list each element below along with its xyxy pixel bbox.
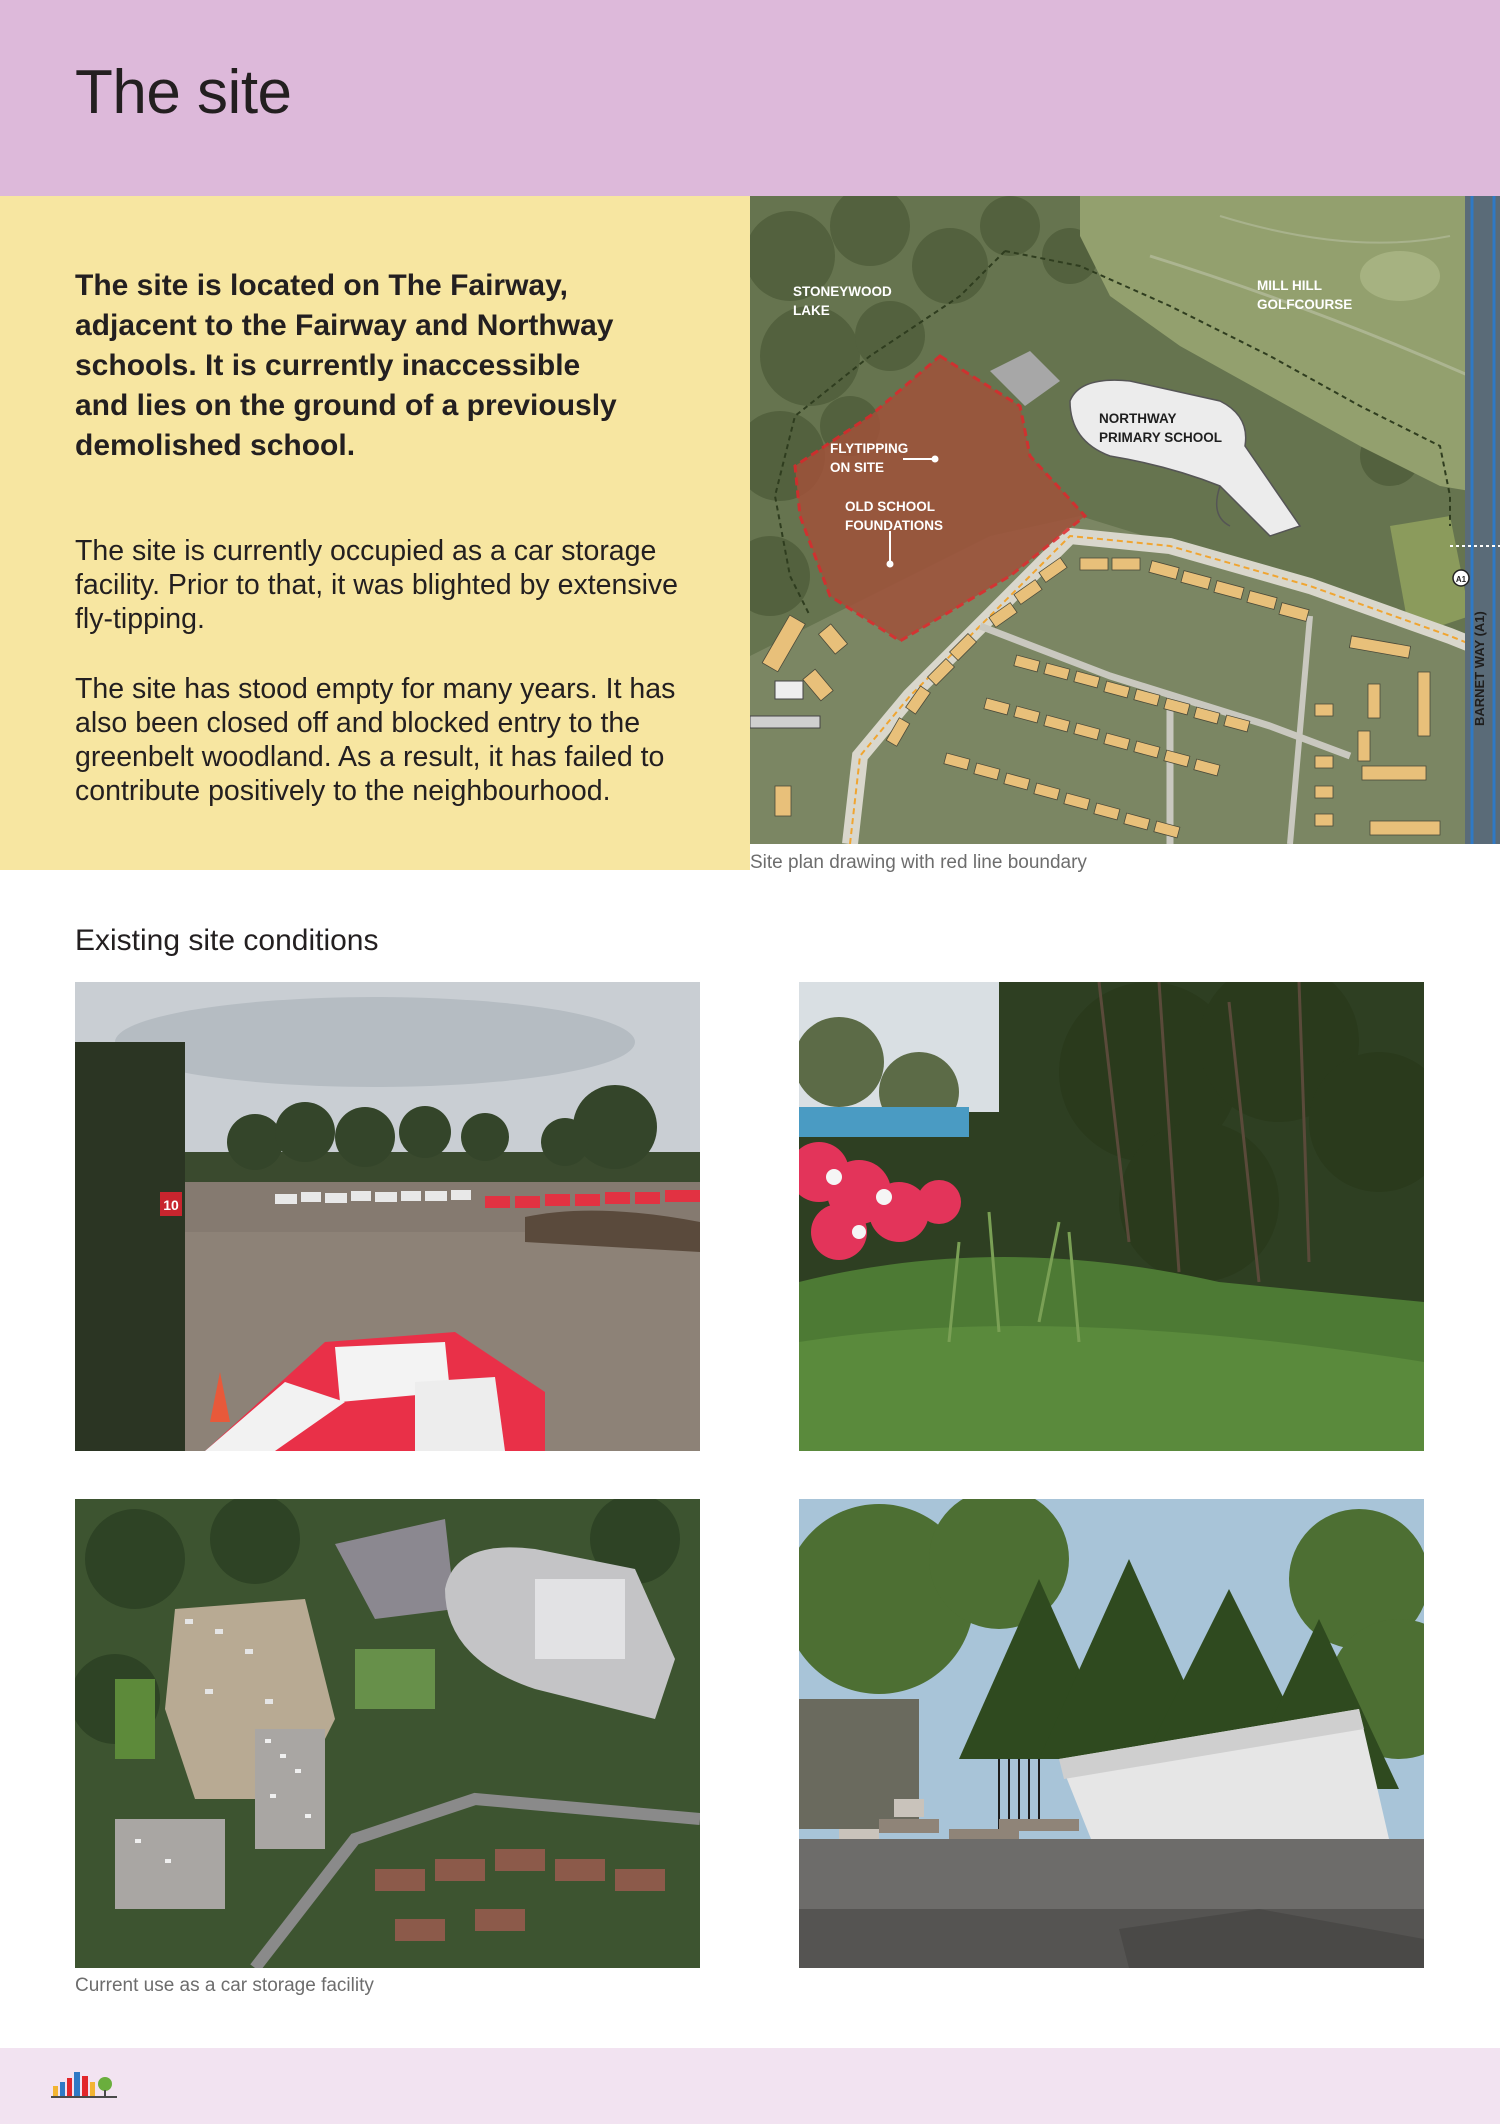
page-footer — [0, 2048, 1500, 2124]
map-label-flytipping-1: FLYTIPPING — [830, 441, 909, 456]
photo-caption: Current use as a car storage facility — [75, 1975, 374, 1996]
intro-paragraph-2: The site has stood empty for many years. It has also been closed off and blocked entry to the greenbelt woodland. As a result, it has failed to contribute positively to the neighbourhood. — [75, 673, 676, 807]
intro-panel — [0, 196, 750, 870]
map-label-millhill-2: GOLFCOURSE — [1257, 297, 1353, 312]
brand-logo-icon — [50, 2066, 120, 2102]
map-label-oldschool-2: FOUNDATIONS — [845, 518, 943, 533]
map-label-flytipping-2: ON SITE — [830, 460, 885, 475]
section-title-conditions: Existing site conditions — [75, 924, 379, 957]
map-road-badge: A1 — [1455, 575, 1467, 584]
map-label-barnet-way: BARNET WAY (A1) — [1472, 611, 1487, 726]
map-label-northway-1: NORTHWAY — [1099, 411, 1177, 426]
map-caption: Site plan drawing with red line boundary — [750, 852, 1087, 873]
map-label-oldschool-1: OLD SCHOOL — [845, 499, 935, 514]
map-label-stoneywood-1: STONEYWOOD — [793, 284, 892, 299]
map-label-northway-2: PRIMARY SCHOOL — [1099, 430, 1223, 445]
photo-car-storage-yard — [75, 982, 700, 1451]
photo-aerial-view — [75, 1499, 700, 1968]
photo-overgrown-embankment — [799, 982, 1424, 1451]
intro-lead: The site is located on The Fairway, adjacent to the Fairway and Northway schools. It is currently inaccessible and lies on the ground of a previously demolished school. — [75, 269, 617, 462]
site-plan-map — [750, 196, 1500, 844]
page-header — [0, 0, 1500, 196]
page-title: The site — [75, 58, 292, 127]
intro-paragraph-1: The site is currently occupied as a car storage facility. Prior to that, it was blighted by extensive fly-tipping. — [75, 535, 678, 635]
map-label-millhill-1: MILL HILL — [1257, 278, 1322, 293]
map-label-stoneywood-2: LAKE — [793, 303, 830, 318]
photo-flytipping-rubble — [799, 1499, 1424, 1968]
sign-number: 10 — [163, 1197, 179, 1213]
